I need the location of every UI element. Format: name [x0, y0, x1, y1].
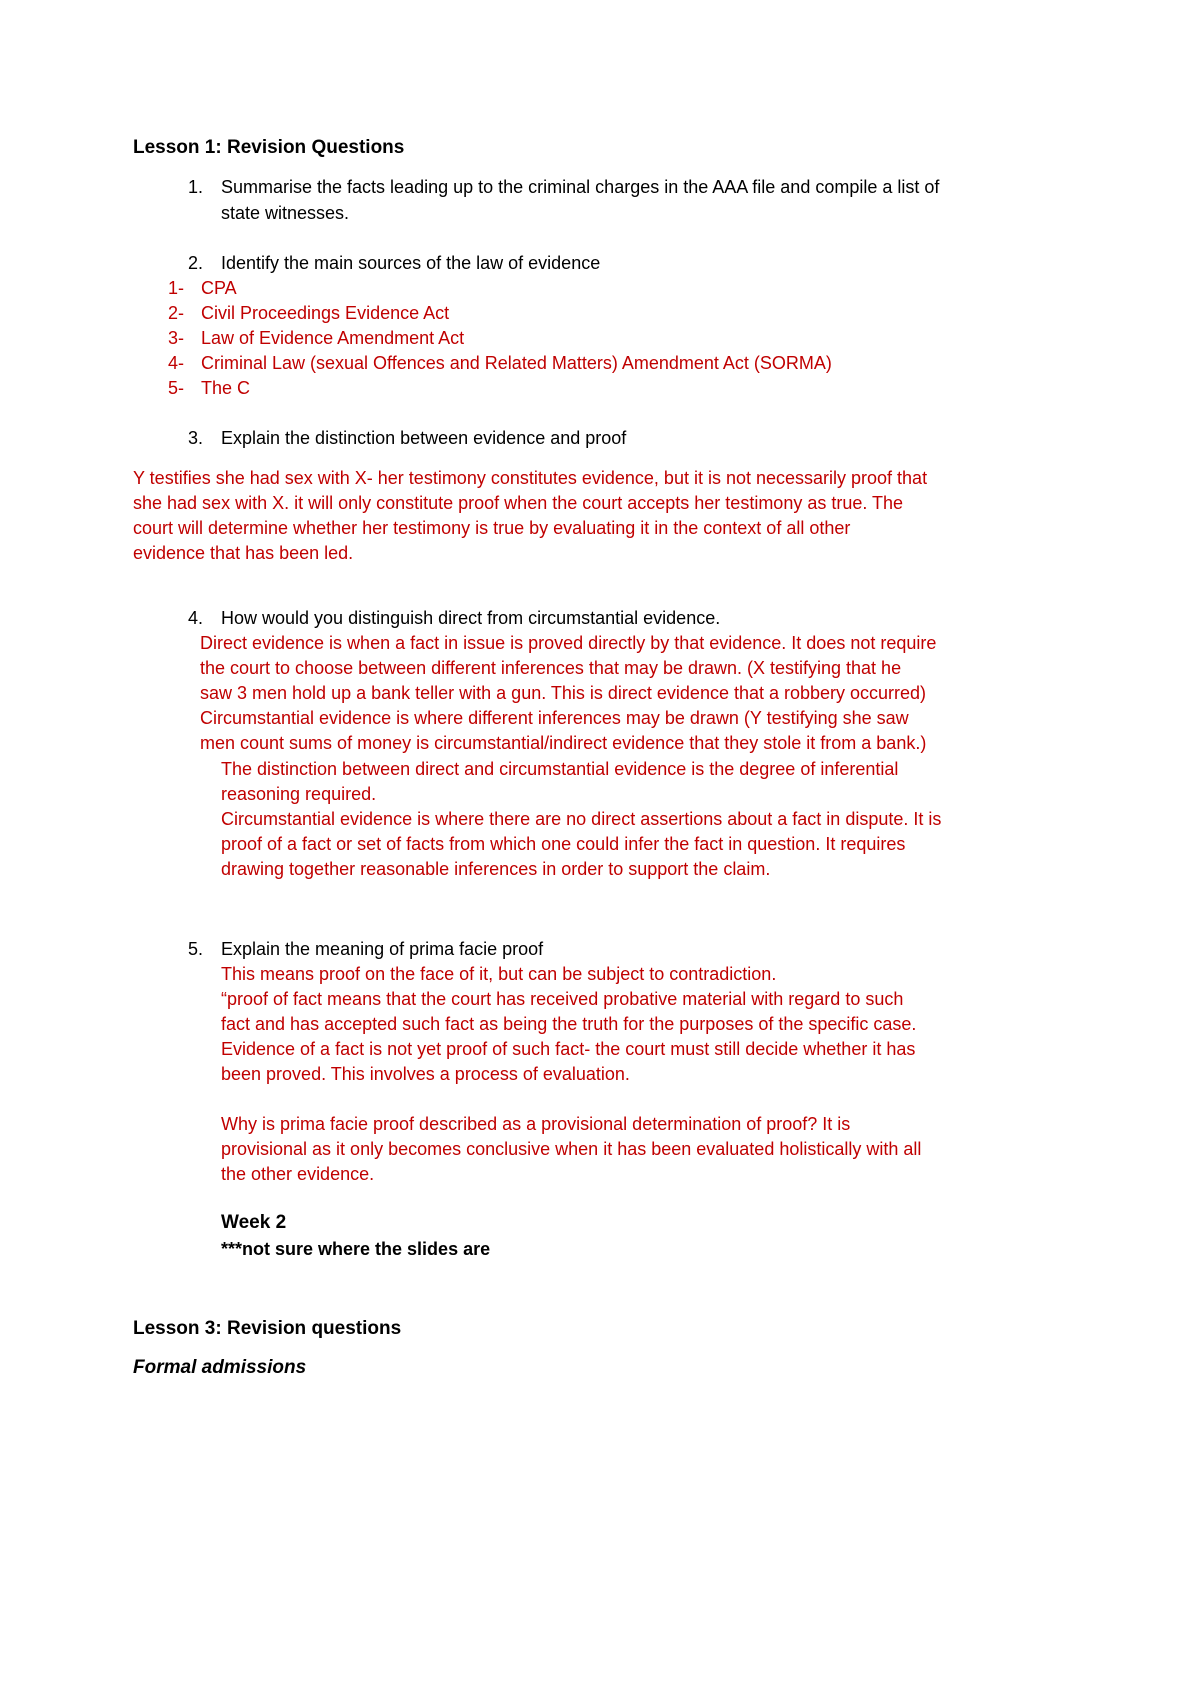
source-number: 5-: [168, 378, 185, 398]
q1-text-line2: state witnesses.: [221, 203, 350, 223]
q5-number: 5.: [188, 939, 204, 959]
q5-answer-line: fact and has accepted such fact as being the truth for the purposes of the specific case.: [221, 1014, 917, 1034]
q4-answer-line: men count sums of money is circumstantial/indirect evidence that they stole it from a bank.): [200, 733, 927, 753]
q4-answer-line: Circumstantial evidence is where different inferences may be drawn (Y testifying she saw: [200, 708, 909, 728]
q2-number: 2.: [188, 253, 204, 273]
source-number: 2-: [168, 303, 185, 323]
lesson3-heading: Lesson 3: Revision questions: [133, 1318, 402, 1339]
q4-answer-line: saw 3 men hold up a bank teller with a gun. This is direct evidence that a robbery occurred): [200, 683, 927, 703]
source-number: 3-: [168, 328, 185, 348]
q3-answer-line: court will determine whether her testimony is true by evaluating it in the context of all other: [133, 518, 851, 538]
source-item: Civil Proceedings Evidence Act: [201, 303, 450, 323]
q5-followup-line: the other evidence.: [221, 1164, 375, 1184]
q4-answer-line: reasoning required.: [221, 784, 377, 804]
source-item: Law of Evidence Amendment Act: [201, 328, 465, 348]
q3-answer-line: she had sex with X. it will only constitute proof when the court accepts her testimony as true. The: [133, 493, 904, 513]
q4-text: How would you distinguish direct from circumstantial evidence.: [221, 608, 721, 628]
q5-answer-line: Evidence of a fact is not yet proof of such fact- the court must still decide whether it has: [221, 1039, 916, 1059]
q5-followup-line: Why is prima facie proof described as a provisional determination of proof? It is: [221, 1114, 851, 1134]
q4-answer-line: The distinction between direct and circumstantial evidence is the degree of inferential: [221, 759, 899, 779]
source-item: The C: [201, 378, 251, 398]
q3-answer-line: Y testifies she had sex with X- her testimony constitutes evidence, but it is not necessarily proof that: [133, 468, 928, 488]
week2-heading: Week 2: [221, 1212, 287, 1233]
q1-number: 1.: [188, 177, 204, 197]
lesson3-subheading: Formal admissions: [133, 1357, 307, 1378]
q3-answer-line: evidence that has been led.: [133, 543, 354, 563]
week2-note: ***not sure where the slides are: [221, 1239, 491, 1259]
q2-text: Identify the main sources of the law of evidence: [221, 253, 601, 273]
source-number: 4-: [168, 353, 185, 373]
q5-answer-line: “proof of fact means that the court has received probative material with regard to such: [221, 989, 904, 1009]
q5-answer-line: This means proof on the face of it, but can be subject to contradiction.: [221, 964, 777, 984]
source-item: Criminal Law (sexual Offences and Related Matters) Amendment Act (SORMA): [201, 353, 832, 373]
source-item: CPA: [201, 278, 237, 298]
lesson1-heading: Lesson 1: Revision Questions: [133, 137, 405, 158]
q5-followup-line: provisional as it only becomes conclusive when it has been evaluated holistically with all: [221, 1139, 922, 1159]
q5-text: Explain the meaning of prima facie proof: [221, 939, 544, 959]
q4-number: 4.: [188, 608, 204, 628]
q3-number: 3.: [188, 428, 204, 448]
q4-answer-line: the court to choose between different inferences that may be drawn. (X testifying that he: [200, 658, 902, 678]
q4-answer-line: drawing together reasonable inferences in order to support the claim.: [221, 859, 771, 879]
q4-answer-line: proof of a fact or set of facts from which one could infer the fact in question. It requires: [221, 834, 906, 854]
q5-answer-line: been proved. This involves a process of evaluation.: [221, 1064, 630, 1084]
source-number: 1-: [168, 278, 185, 298]
q3-text: Explain the distinction between evidence and proof: [221, 428, 627, 448]
q1-text-line1: Summarise the facts leading up to the criminal charges in the AAA file and compile a list of: [221, 177, 940, 197]
q4-answer-line: Direct evidence is when a fact in issue is proved directly by that evidence. It does not require: [200, 633, 937, 653]
q4-answer-line: Circumstantial evidence is where there are no direct assertions about a fact in dispute. It is: [221, 809, 942, 829]
